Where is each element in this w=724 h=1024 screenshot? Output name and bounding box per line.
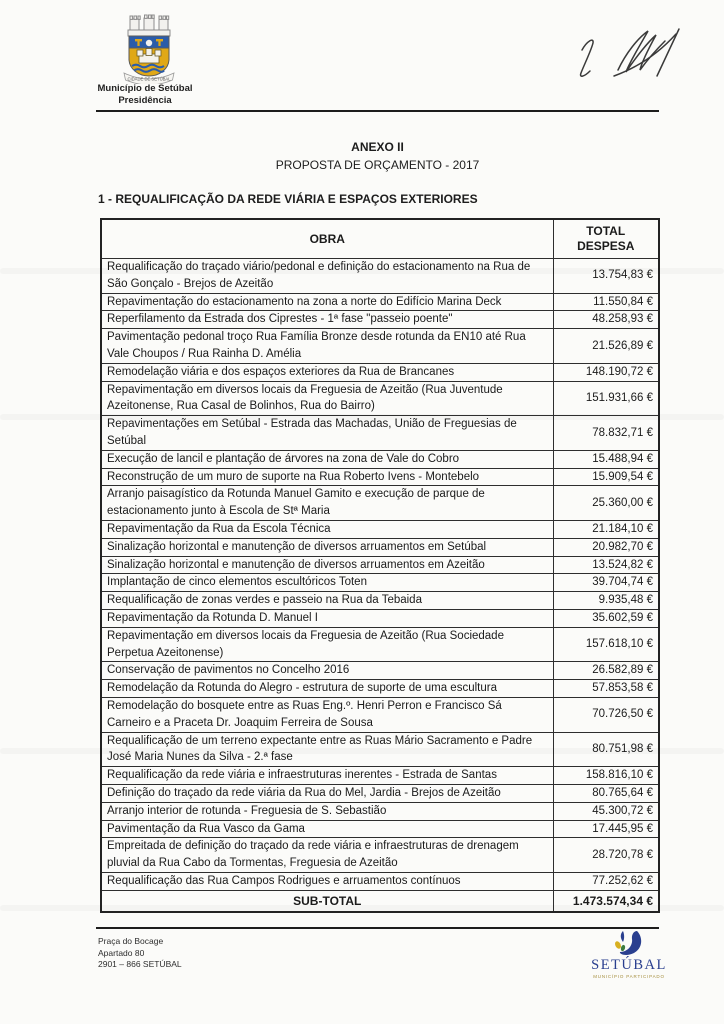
value-cell: 78.832,71 € xyxy=(553,416,659,451)
value-cell: 77.252,62 € xyxy=(553,872,659,890)
footer-divider xyxy=(96,927,659,929)
obra-cell: Arranjo interior de rotunda - Freguesia de S. Sebastião xyxy=(101,802,553,820)
table-row xyxy=(101,662,659,680)
address-line: Apartado 80 xyxy=(98,947,145,958)
brand-tagline: MUNICÍPIO PARTICIPADO xyxy=(593,974,665,979)
obra-cell: Definição do traçado da rede viária da Rua do Mel, Jardia - Brejos de Azeitão xyxy=(101,784,553,802)
header-total-line1: TOTAL xyxy=(586,224,626,238)
obra-cell: Reconstrução de um muro de suporte na Rua Roberto Ivens - Montebelo xyxy=(101,468,553,486)
setubal-coat-of-arms-icon xyxy=(117,12,181,84)
value-cell: 80.751,98 € xyxy=(553,732,659,767)
obra-cell: Implantação de cinco elementos escultóricos Toten xyxy=(101,574,553,592)
obra-cell: Execução de lancil e plantação de árvores na zona de Vale do Cobro xyxy=(101,450,553,468)
value-cell: 35.602,59 € xyxy=(553,609,659,627)
value-cell: 15.488,94 € xyxy=(553,450,659,468)
value-cell: 17.445,95 € xyxy=(553,820,659,838)
table-row xyxy=(101,556,659,574)
obra-cell: Remodelação viária e dos espaços exteriores da Rua de Brancanes xyxy=(101,363,553,381)
table-row xyxy=(101,784,659,802)
table-row xyxy=(101,767,659,785)
address-line: Praça do Bocage xyxy=(98,936,164,946)
obra-cell: Repavimentação em diversos locais da Freguesia de Azeitão (Rua Sociedade Perpetua Azeitonense) xyxy=(101,627,553,662)
obra-cell: Remodelação do bosquete entre as Ruas Eng.º. Henri Perron e Francisco Sá Carneiro e a Praceta Dr. Joaquim Ferreira de Sousa xyxy=(101,697,553,732)
obra-cell: Sinalização horizontal e manutenção de diversos arruamentos em Setúbal xyxy=(101,538,553,556)
municipality-name: Município de Setúbal xyxy=(97,83,193,94)
value-cell: 28.720,78 € xyxy=(553,838,659,873)
table-row xyxy=(101,820,659,838)
table-row xyxy=(101,311,659,329)
value-cell: 39.704,74 € xyxy=(553,574,659,592)
value-cell: 21.526,89 € xyxy=(553,329,659,364)
footer-address xyxy=(98,936,182,971)
table-row xyxy=(101,680,659,698)
value-cell: 45.300,72 € xyxy=(553,802,659,820)
value-cell: 25.360,00 € xyxy=(553,486,659,521)
table-row xyxy=(101,468,659,486)
table-row xyxy=(101,538,659,556)
table-row xyxy=(101,293,659,311)
value-cell: 9.935,48 € xyxy=(553,592,659,610)
value-cell: 11.550,84 € xyxy=(553,293,659,311)
table-row xyxy=(101,872,659,890)
value-cell: 151.931,66 € xyxy=(553,381,659,416)
brand-swoosh-icon xyxy=(607,930,651,958)
subtotal-label: SUB-TOTAL xyxy=(101,890,553,912)
obra-cell: Pavimentação pedonal troço Rua Família Bronze desde rotunda da EN10 até Rua Vale Choupos / Rua Rainha D. Amélia xyxy=(101,329,553,364)
document-title: PROPOSTA DE ORÇAMENTO - 2017 xyxy=(275,158,480,172)
value-cell: 80.765,64 € xyxy=(553,784,659,802)
obra-cell: Requalificação do traçado viário/pedonal e definição do estacionamento na Rua de São Gonçalo - Brejos de Azeitão xyxy=(101,259,553,294)
obra-cell: Empreitada de definição do traçado da rede viária e infraestruturas de drenagem pluvial da Rua Cabo da Tormentas, Freguesia de Azeitão xyxy=(101,838,553,873)
setubal-brand-logo xyxy=(586,930,672,980)
table-row xyxy=(101,697,659,732)
table-row xyxy=(101,574,659,592)
table-row xyxy=(101,259,659,294)
value-cell: 157.618,10 € xyxy=(553,627,659,662)
value-cell: 13.524,82 € xyxy=(553,556,659,574)
handwritten-signature xyxy=(548,20,708,100)
table-header-row xyxy=(101,219,659,259)
subtotal-value: 1.473.574,34 € xyxy=(553,890,659,912)
header-total-line2: DESPESA xyxy=(577,239,635,253)
table-row xyxy=(101,732,659,767)
value-cell: 57.853,58 € xyxy=(553,680,659,698)
address-line: 2901 – 866 SETÚBAL xyxy=(98,959,182,969)
table-row xyxy=(101,520,659,538)
table-row xyxy=(101,838,659,873)
obra-cell: Requalificação das Rua Campos Rodrigues e arruamentos contínuos xyxy=(101,872,553,890)
table-row xyxy=(101,627,659,662)
obra-cell: Repavimentação do estacionamento na zona a norte do Edifício Marina Deck xyxy=(101,293,553,311)
value-cell: 158.816,10 € xyxy=(553,767,659,785)
value-cell: 20.982,70 € xyxy=(553,538,659,556)
value-cell: 148.190,72 € xyxy=(553,363,659,381)
table-row xyxy=(101,609,659,627)
table-row xyxy=(101,450,659,468)
subtotal-row xyxy=(101,890,659,912)
table-row xyxy=(101,329,659,364)
table-row xyxy=(101,592,659,610)
obra-cell: Remodelação da Rotunda do Alegro - estrutura de suporte de uma escultura xyxy=(101,680,553,698)
obra-cell: Sinalização horizontal e manutenção de diversos arruamentos em Azeitão xyxy=(101,556,553,574)
obra-cell: Arranjo paisagístico da Rotunda Manuel Gamito e execução de parque de estacionamento junto à Escola de Stª Maria xyxy=(101,486,553,521)
table-row xyxy=(101,802,659,820)
value-cell: 15.909,54 € xyxy=(553,468,659,486)
table-row xyxy=(101,363,659,381)
obra-cell: Requalificação de zonas verdes e passeio na Rua da Tebaida xyxy=(101,592,553,610)
value-cell: 13.754,83 € xyxy=(553,259,659,294)
obra-cell: Repavimentações em Setúbal - Estrada das Machadas, União de Freguesias de Setúbal xyxy=(101,416,553,451)
letterhead-divider xyxy=(96,110,659,112)
brand-name: SETÚBAL xyxy=(591,957,667,973)
annex-title: ANEXO II xyxy=(351,140,404,154)
value-cell: 70.726,50 € xyxy=(553,697,659,732)
obra-cell: Requalificação de um terreno expectante entre as Ruas Mário Sacramento e Padre José Maria Nunes da Silva - 2.ª fase xyxy=(101,732,553,767)
table-row xyxy=(101,486,659,521)
obra-cell: Conservação de pavimentos no Concelho 2016 xyxy=(101,662,553,680)
value-cell: 21.184,10 € xyxy=(553,520,659,538)
obra-cell: Reperfilamento da Estrada dos Ciprestes - 1ª fase "passeio poente" xyxy=(101,311,553,329)
obra-cell: Repavimentação em diversos locais da Freguesia de Azeitão (Rua Juventude Azeitonense, Rua Casal de Bolinhos, Rua do Bairro) xyxy=(101,381,553,416)
obra-cell: Requalificação da rede viária e infraestruturas inerentes - Estrada de Santas xyxy=(101,767,553,785)
table-row xyxy=(101,381,659,416)
column-header-obra: OBRA xyxy=(101,219,553,259)
obra-cell: Repavimentação da Rua da Escola Técnica xyxy=(101,520,553,538)
department-name: Presidência xyxy=(118,95,172,106)
value-cell: 26.582,89 € xyxy=(553,662,659,680)
crest-banner-text: CIDADE DE SETÚBAL xyxy=(127,76,171,82)
column-header-total-despesa xyxy=(553,219,659,259)
section-title: 1 - REQUALIFICAÇÃO DA REDE VIÁRIA E ESPAÇOS EXTERIORES xyxy=(98,192,478,206)
obra-cell: Repavimentação da Rotunda D. Manuel I xyxy=(101,609,553,627)
obra-cell: Pavimentação da Rua Vasco da Gama xyxy=(101,820,553,838)
table-row xyxy=(101,416,659,451)
budget-table xyxy=(100,218,660,913)
value-cell: 48.258,93 € xyxy=(553,311,659,329)
